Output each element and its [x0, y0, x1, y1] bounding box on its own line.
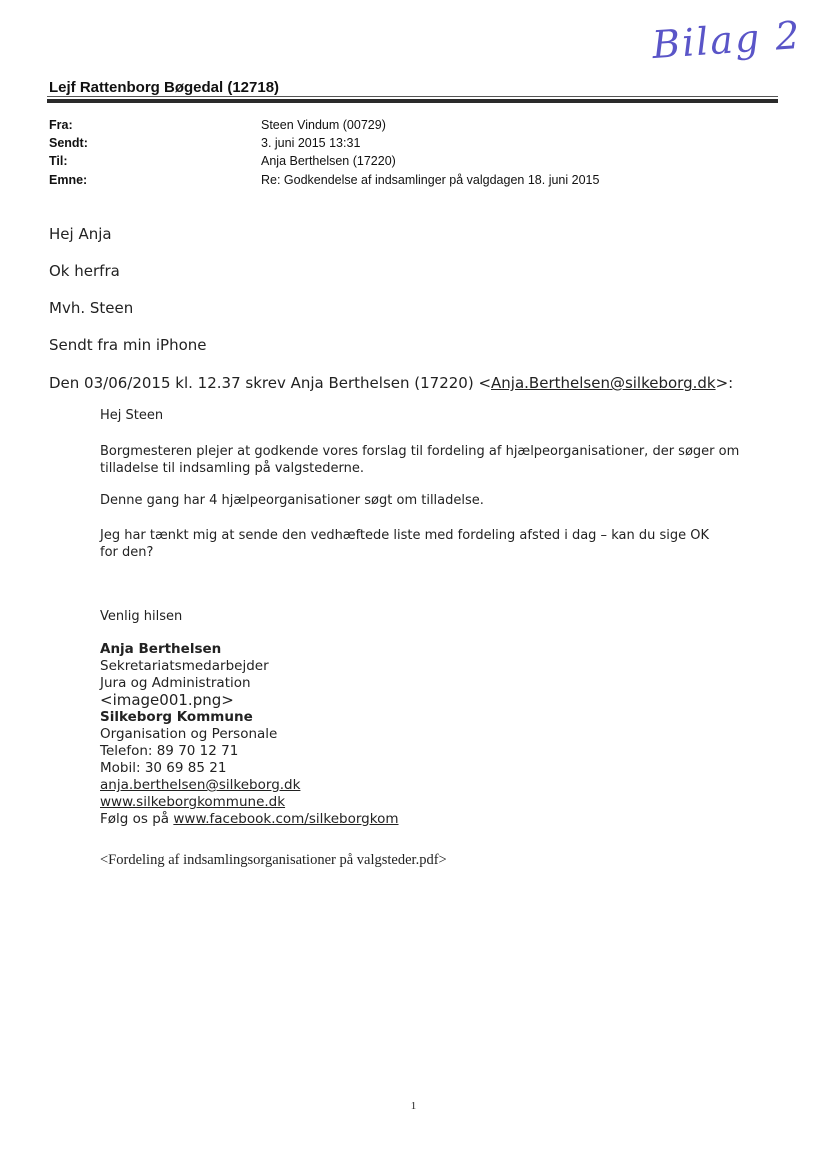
signature-mobile: Mobil: 30 69 85 21 — [100, 760, 227, 776]
reply-closing: Mvh. Steen — [49, 299, 134, 317]
quote-intro — [49, 374, 733, 392]
header-rule-thin — [47, 96, 778, 97]
signature-department: Jura og Administration — [100, 675, 251, 691]
quoted-regards: Venlig hilsen — [100, 609, 183, 624]
subject-label: Emne: — [49, 173, 88, 187]
signature-title: Sekretariatsmedarbejder — [100, 658, 269, 674]
page-number: 1 — [410, 1100, 417, 1112]
quoted-greeting: Hej Steen — [100, 408, 164, 423]
signature-follow — [100, 811, 399, 828]
signature-block — [100, 641, 399, 828]
sent-label: Sendt: — [49, 136, 88, 150]
signature-org: Silkeborg Kommune — [100, 709, 253, 725]
reply-greeting: Hej Anja — [49, 225, 112, 243]
quoted-paragraph-1: Borgmesteren plejer at godkende vores forslag til fordeling af hjælpeorganisationer, der søger om tilladelse til indsamling på valgstederne. — [100, 444, 740, 476]
signature-website-link[interactable]: www.silkeborgkommune.dk — [100, 794, 286, 810]
attachment-name[interactable]: <Fordeling af indsamlingsorganisationer på valgsteder.pdf> — [100, 852, 447, 868]
quoted-paragraph-3: Jeg har tænkt mig at sende den vedhæftede liste med fordeling afsted i dag – kan du sige OK for den? — [100, 528, 709, 560]
signature-phone: Telefon: 89 70 12 71 — [100, 743, 239, 759]
signature-name: Anja Berthelsen — [100, 641, 222, 657]
signature-unit: Organisation og Personale — [100, 726, 278, 742]
to-value: Anja Berthelsen (17220) — [261, 154, 396, 168]
sent-value: 3. juni 2015 13:31 — [261, 136, 361, 150]
handwritten-annotation: Bilag 2 — [650, 12, 803, 68]
from-value: Steen Vindum (00729) — [261, 118, 386, 132]
mailbox-owner: Lejf Rattenborg Bøgedal (12718) — [49, 79, 280, 96]
header-rule — [47, 99, 778, 103]
quoted-paragraph-2: Denne gang har 4 hjælpeorganisationer søgt om tilladelse. — [100, 493, 484, 508]
signature-facebook-link[interactable]: www.facebook.com/silkeborgkom — [173, 811, 399, 827]
signature-image-placeholder: <image001.png> — [100, 691, 234, 709]
signature-follow-prefix: Følg os på — [100, 811, 174, 827]
reply-line: Ok herfra — [49, 262, 120, 280]
signature-email-link[interactable]: anja.berthelsen@silkeborg.dk — [100, 777, 301, 793]
subject-value: Re: Godkendelse af indsamlinger på valgdagen 18. juni 2015 — [261, 173, 600, 187]
sent-from-device: Sendt fra min iPhone — [49, 336, 207, 354]
from-label: Fra: — [49, 118, 73, 132]
quote-intro-suffix: >: — [715, 374, 734, 392]
to-label: Til: — [49, 154, 68, 168]
quote-intro-prefix: Den 03/06/2015 kl. 12.37 skrev Anja Berthelsen (17220) < — [49, 374, 492, 392]
quote-intro-email-link[interactable]: Anja.Berthelsen@silkeborg.dk — [491, 374, 716, 392]
